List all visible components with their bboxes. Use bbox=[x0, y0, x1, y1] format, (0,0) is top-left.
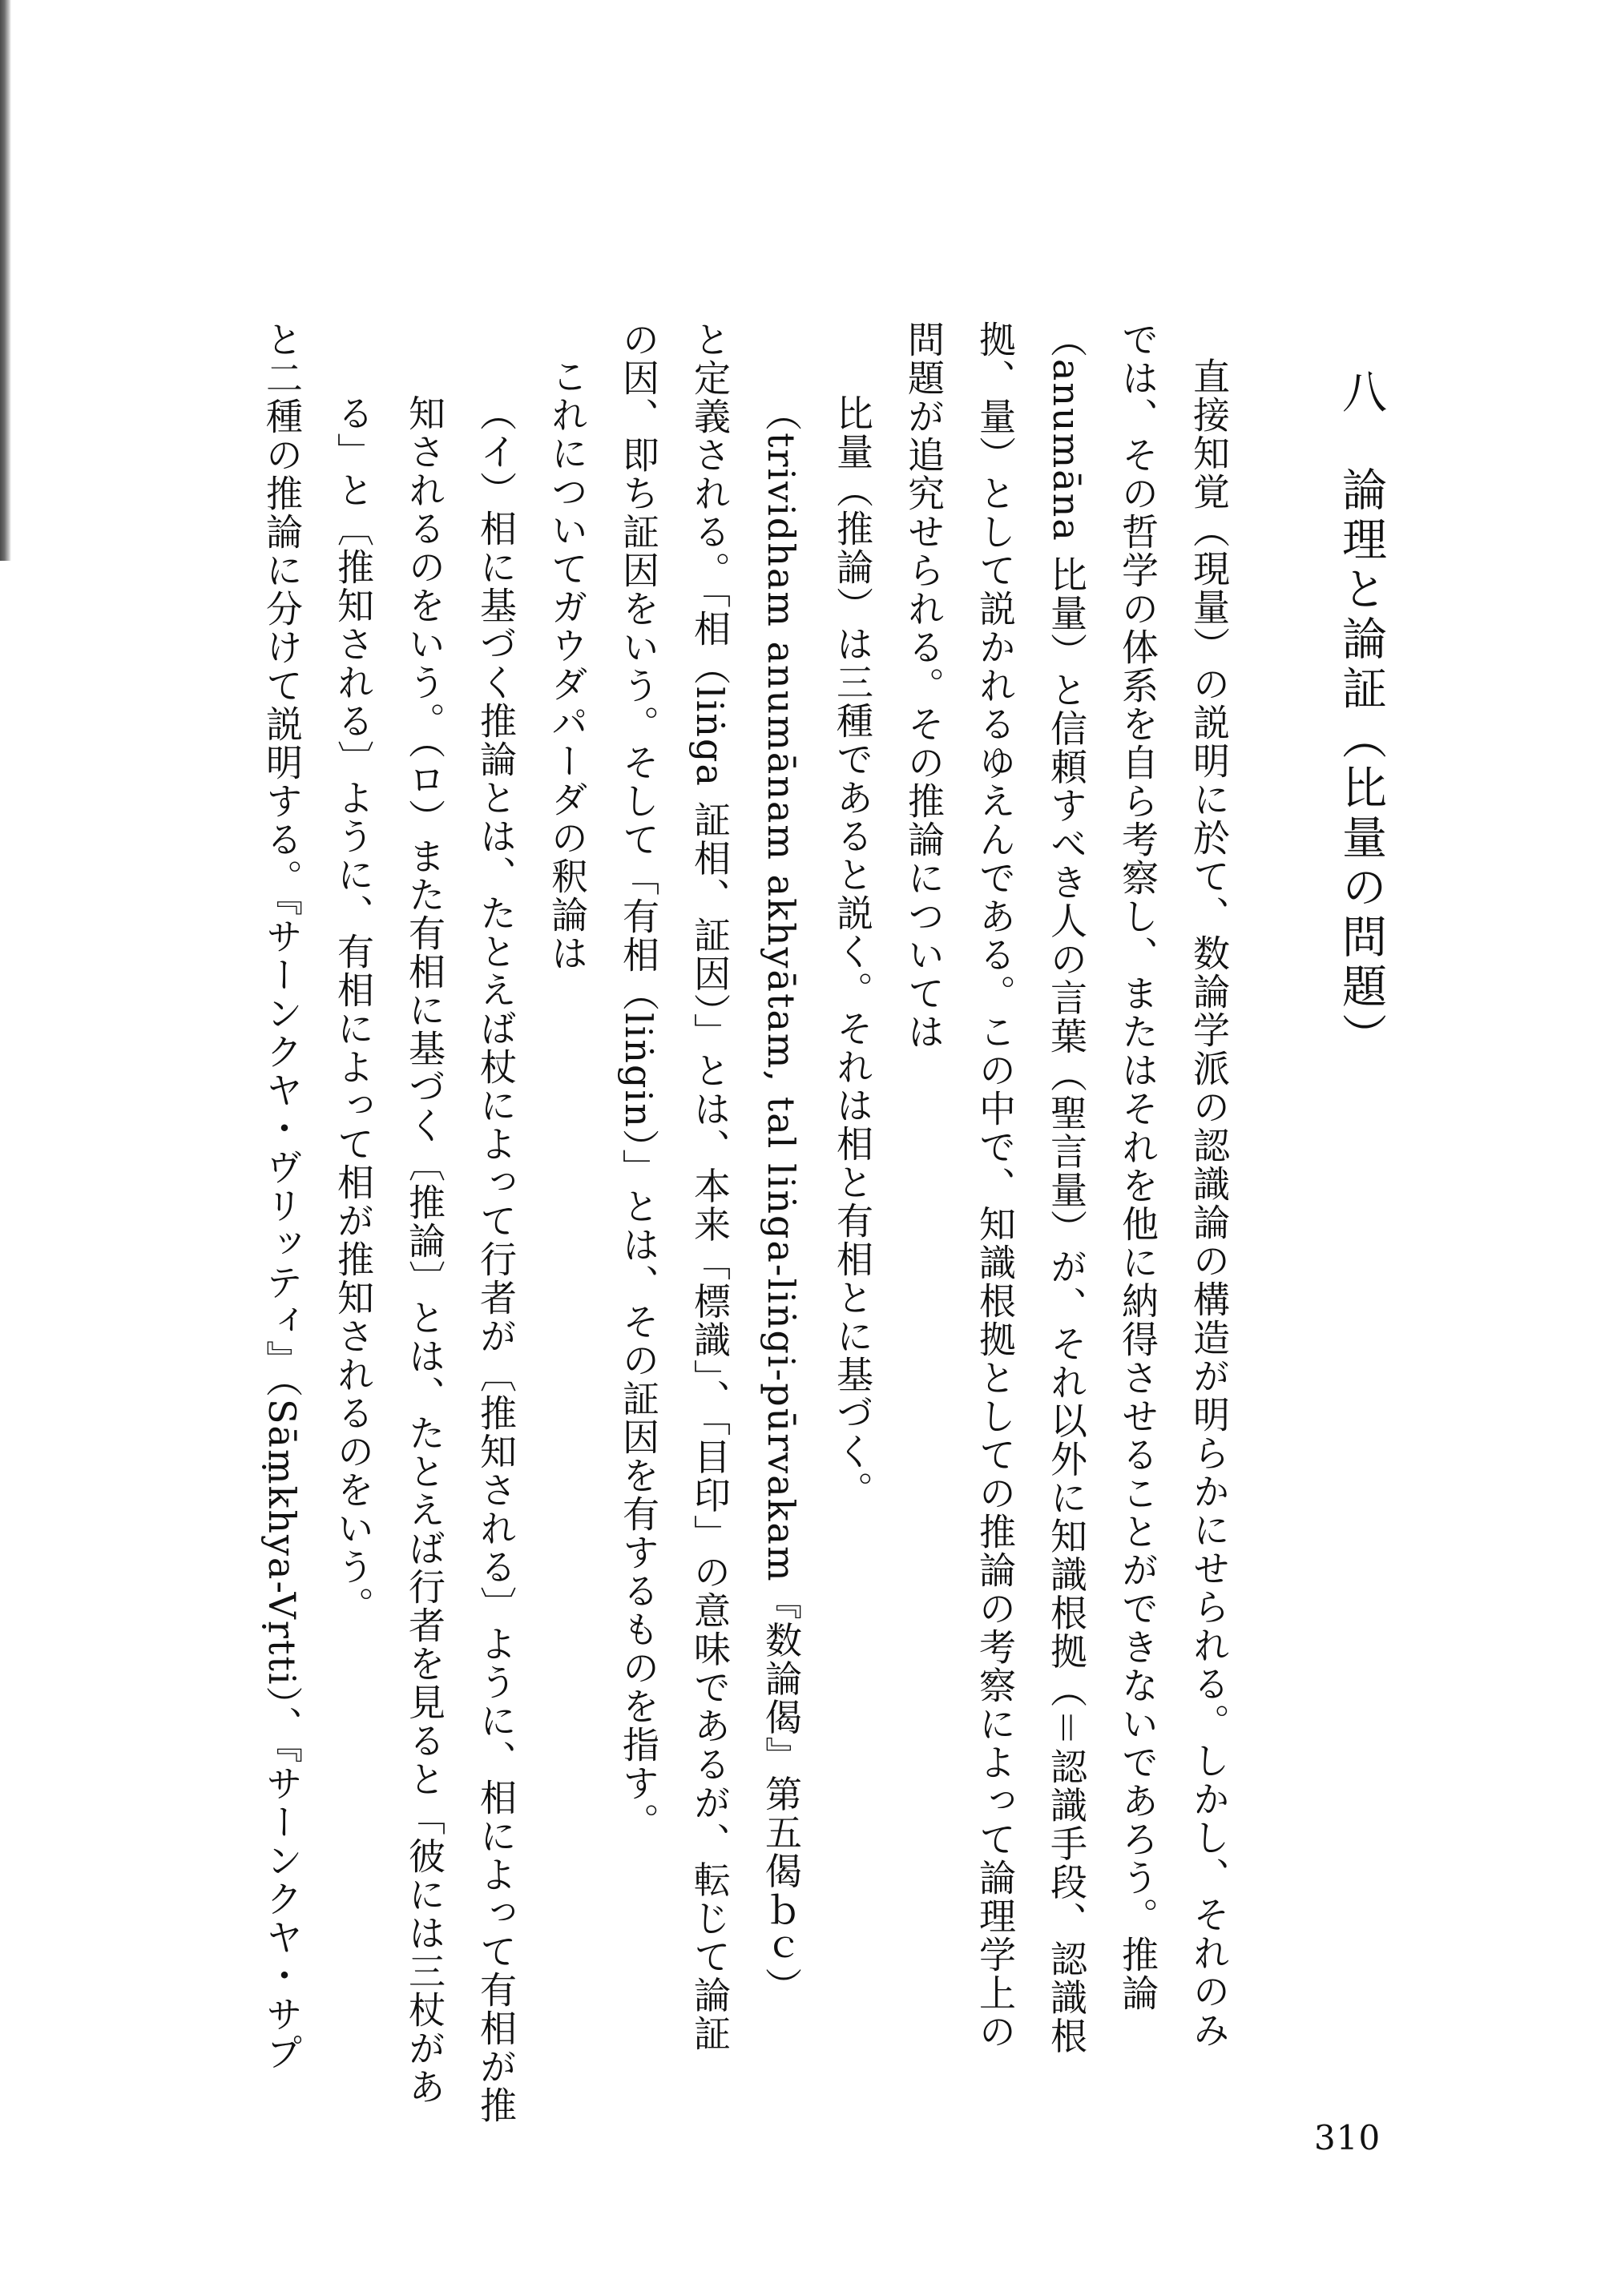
quote-line: （trividham anumānam akhyātam, tal liṅga-liṅgi-pūrvakam『数論偈』第五偈ｂｃ） bbox=[760, 394, 803, 2006]
text-line: （anumāna 比量）と信頼すべき人の言葉（聖言量）が、それ以外に知識根拠（＝認識手段、認識根 bbox=[1045, 320, 1088, 2056]
binding-shadow bbox=[0, 0, 11, 561]
quote-line: 知されるのをいう。（ロ）また有相に基づく〔推論〕とは、たとえば行者を見ると「彼には三杖があ bbox=[403, 394, 446, 2106]
quote-line: る」と〔推知される〕ように、有相によって相が推知されるのをいう。 bbox=[332, 394, 375, 1625]
quote-line: （イ）相に基づく推論とは、たとえば杖によって行者が〔推知される〕ように、相によって有相が推 bbox=[474, 394, 518, 2125]
text-line: 問題が追究せられる。その推論については bbox=[902, 320, 946, 1051]
page-number: 310 bbox=[1314, 2118, 1381, 2157]
text-line: 拠、量）として説かれるゆえんである。この中で、知識根拠としての推論の考察によって論理学上の bbox=[974, 320, 1017, 2051]
quote-line: 比量（推論）は三種であると説く。それは相と有相とに基づく。 bbox=[831, 394, 874, 1509]
text-line: これについてガウダパーダの釈論は bbox=[546, 357, 589, 973]
section-number: 八 bbox=[1335, 369, 1387, 418]
text-line: 直接知覚（現量）の説明に於て、数論学派の認識論の構造が明らかにせられる。しかし、それのみ bbox=[1188, 357, 1231, 2049]
text-line: と定義される。「相（liṅga 証相、証因）」とは、本来「標識」、「目印」の意味であるが、転じて論証 bbox=[688, 320, 732, 2053]
text-line: の因、即ち証因をいう。そして「有相（liṅgin）」とは、その証因を有するものを指す。 bbox=[617, 320, 660, 1841]
section-title: 論理と論証（比量の問題） bbox=[1335, 466, 1387, 1062]
text-line: では、その哲学の体系を自ら考察し、またはそれを他に納得させることができないであろう。推論 bbox=[1116, 320, 1159, 2012]
body-text bbox=[246, 320, 1244, 2125]
section-heading bbox=[1333, 369, 1389, 1570]
text-line: と二種の推論に分けて説明する。『サーンクヤ・ヴリッティ』（Sāṃkhya-Vṛtti）、『サーンクヤ・サプ bbox=[260, 320, 304, 2072]
